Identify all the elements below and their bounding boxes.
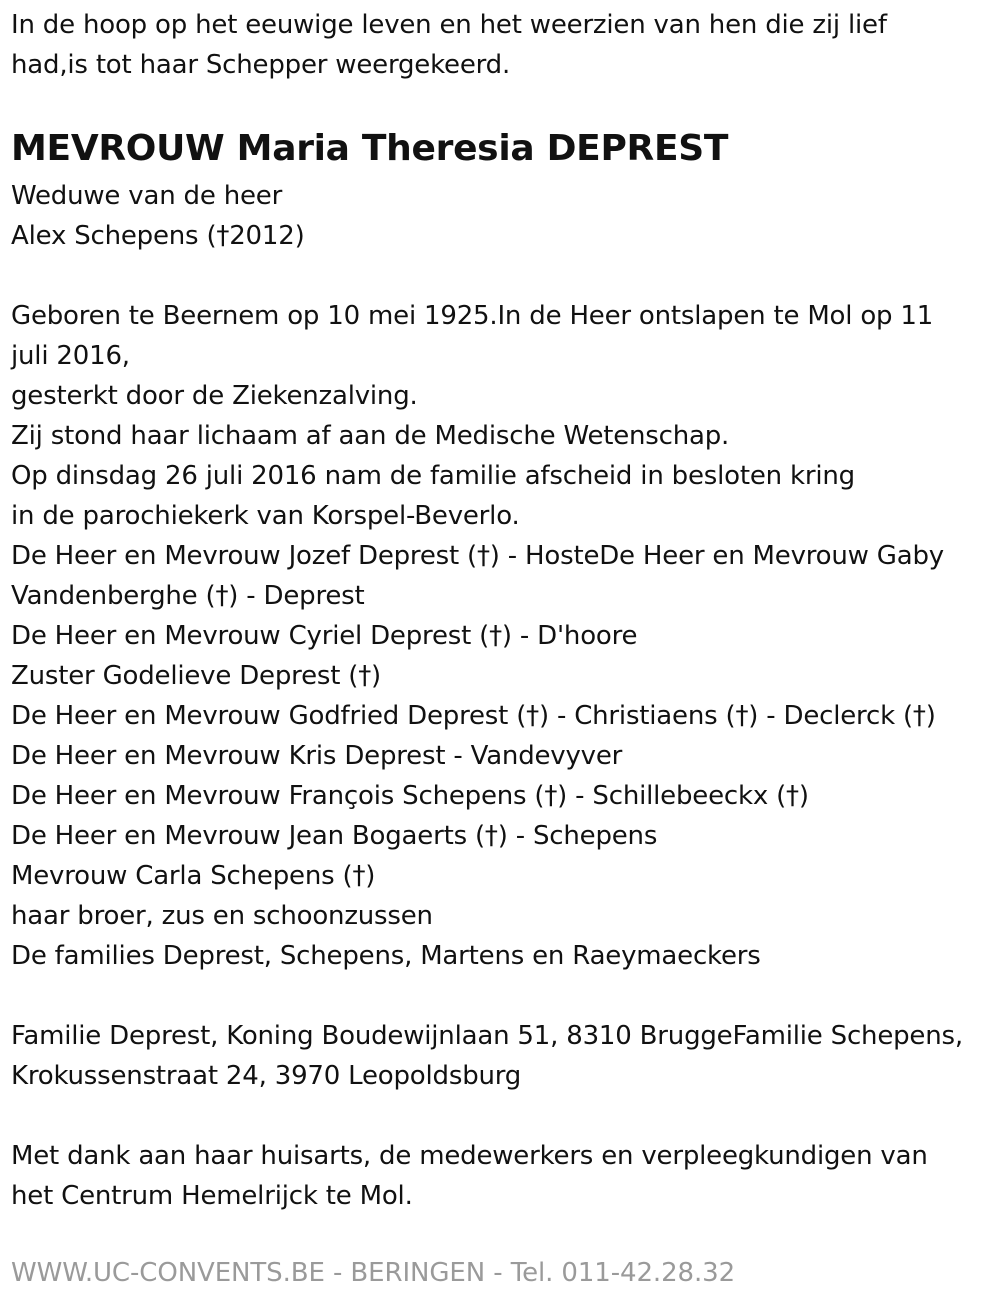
body-line: Geboren te Beernem op 10 mei 1925.In de Heer ontslapen te Mol op 11 (11, 301, 934, 331)
spouse-line: Alex Schepens (†2012) (11, 221, 305, 251)
thanks-line: het Centrum Hemelrijck te Mol. (11, 1181, 413, 1211)
family-line: Vandenberghe (†) - Deprest (11, 581, 365, 611)
family-line: Mevrouw Carla Schepens (†) (11, 861, 376, 891)
body-line: in de parochiekerk van Korspel-Beverlo. (11, 501, 520, 531)
body-line: Zij stond haar lichaam af aan de Medische Wetenschap. (11, 421, 730, 451)
body-line: Op dinsdag 26 juli 2016 nam de familie afscheid in besloten kring (11, 461, 855, 491)
address-line: Familie Deprest, Koning Boudewijnlaan 51, 8310 BruggeFamilie Schepens, (11, 1021, 963, 1051)
address-line: Krokussenstraat 24, 3970 Leopoldsburg (11, 1061, 522, 1091)
family-line: De Heer en Mevrouw Godfried Deprest (†) - Christiaens (†) - Declerck (†) (11, 701, 936, 731)
intro-line: had,is tot haar Schepper weergekeerd. (11, 50, 511, 80)
spacer (11, 976, 996, 1016)
spacer (11, 256, 996, 296)
family-line: De Heer en Mevrouw Jozef Deprest (†) - HosteDe Heer en Mevrouw Gaby (11, 541, 944, 571)
page-title: MEVROUW Maria Theresia DEPREST (11, 128, 729, 169)
body-paragraph (11, 296, 996, 976)
spacer (11, 1096, 996, 1136)
intro-paragraph (11, 0, 996, 85)
family-line: De Heer en Mevrouw François Schepens (†) - Schillebeeckx (†) (11, 781, 809, 811)
intro-line: In de hoop op het eeuwige leven en het weerzien van hen die zij lief (11, 10, 887, 40)
body-line: juli 2016, (11, 341, 130, 371)
spouse-line: Weduwe van de heer (11, 181, 283, 211)
family-line: haar broer, zus en schoonzussen (11, 901, 433, 931)
family-line: De Heer en Mevrouw Kris Deprest - Vandevyver (11, 741, 623, 771)
thanks-line: Met dank aan haar huisarts, de medewerkers en verpleegkundigen van (11, 1141, 928, 1171)
address-block (11, 1016, 996, 1096)
family-line: Zuster Godelieve Deprest (†) (11, 661, 381, 691)
obituary-document (11, 0, 996, 1216)
footer-credit: WWW.UC-CONVENTS.BE - BERINGEN - Tel. 011-42.28.32 (11, 1258, 736, 1288)
thanks-block (11, 1136, 996, 1216)
family-line: De Heer en Mevrouw Cyriel Deprest (†) - D'hoore (11, 621, 638, 651)
spouse-block (11, 176, 996, 256)
body-line: gesterkt door de Ziekenzalving. (11, 381, 418, 411)
family-line: De Heer en Mevrouw Jean Bogaerts (†) - Schepens (11, 821, 658, 851)
family-line: De families Deprest, Schepens, Martens en Raeymaeckers (11, 941, 761, 971)
